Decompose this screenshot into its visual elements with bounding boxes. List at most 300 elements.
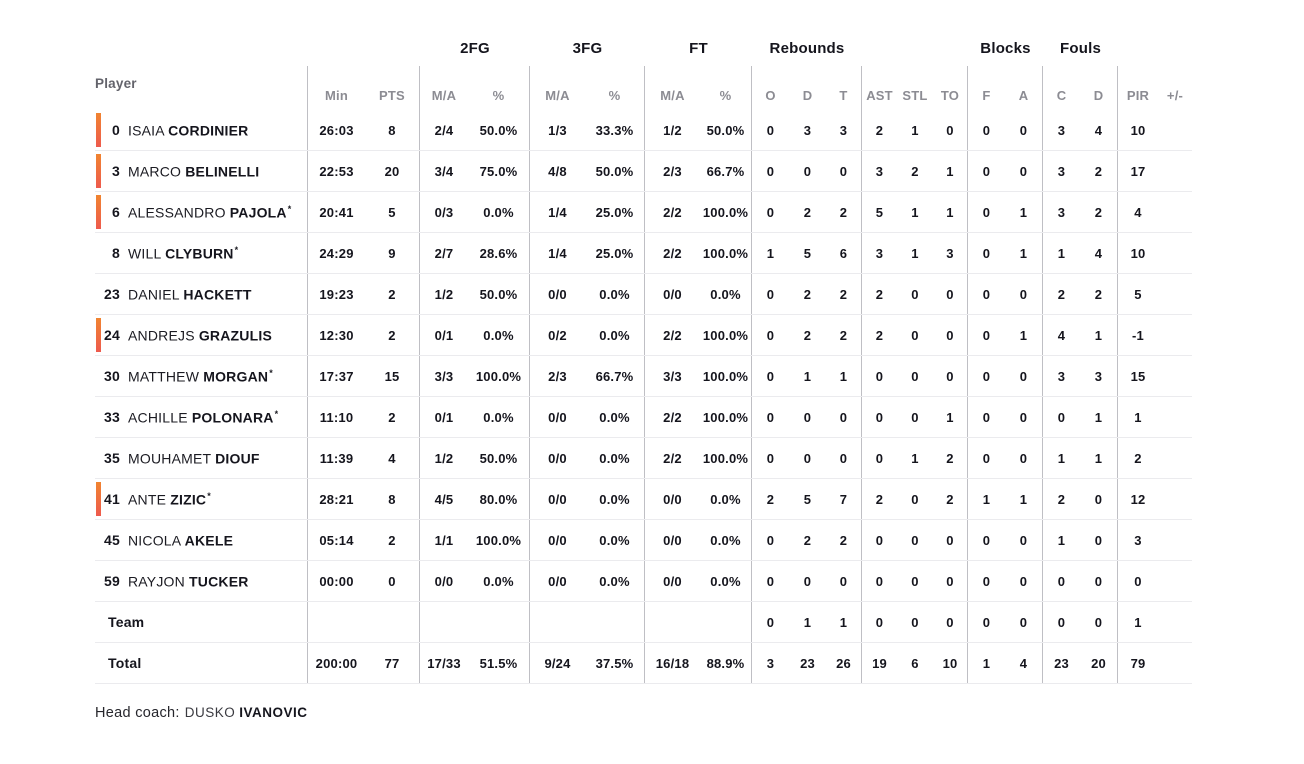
stat-fg3-pct: 25.0% [585,233,645,273]
stat-pir: 17 [1130,163,1146,179]
stat-blk-a: 0 [1005,151,1043,191]
stat-ft-ma: 0/0 [663,532,682,548]
stat-fg2-pct: 50.0% [468,110,530,150]
stat-reb-o: 0 [766,204,775,220]
stat-blk-a: 1 [1005,315,1043,355]
stat-fg3-ma: 0/0 [548,532,567,548]
stat-reb-t: 0 [826,151,862,191]
stat-foul-c: 0 [1057,614,1066,630]
stat-min: 05:14 [319,532,354,548]
player-row[interactable] [95,561,1192,602]
stat-blk-a: 0 [1005,561,1043,601]
column-header-reb-t: T [826,66,862,110]
stat-foul-c: 3 [1057,204,1066,220]
player-row[interactable] [95,274,1192,315]
player-name[interactable]: MATTHEW MORGAN* [128,367,273,385]
stat-fg2-pct: 100.0% [468,520,530,560]
stat-min: 200:00 [315,655,358,671]
stat-plusminus [1158,561,1192,601]
player-name[interactable]: ACHILLE POLONARA* [128,408,279,426]
team-row [95,602,1192,643]
stat-min: 12:30 [319,327,354,343]
stat-foul-d: 0 [1080,602,1118,642]
stat-fg3-pct [585,602,645,642]
stat-foul-c: 1 [1057,245,1066,261]
stat-reb-t: 1 [826,602,862,642]
stat-blk-a: 0 [1005,274,1043,314]
stat-ft-ma: 2/2 [663,204,682,220]
stat-pir: 4 [1134,204,1142,220]
stat-reb-d: 0 [803,573,812,589]
stat-ft-pct: 100.0% [700,233,752,273]
stat-foul-c: 0 [1057,409,1066,425]
stat-foul-d: 4 [1080,110,1118,150]
stat-fg2-pct: 80.0% [468,479,530,519]
stat-reb-d: 5 [803,491,812,507]
stat-to: 0 [933,110,968,150]
stat-pir: 0 [1134,573,1142,589]
player-cell [95,520,308,560]
on-court-indicator [96,318,101,352]
stat-reb-t: 7 [826,479,862,519]
stat-fg2-ma: 2/4 [434,122,454,138]
column-header-blk-f: F [982,88,991,103]
column-header-ft-pct: % [700,66,752,110]
stat-blk-f: 0 [982,245,991,261]
stat-plusminus [1158,397,1192,437]
stat-min: 24:29 [319,245,354,261]
player-cell [95,274,308,314]
stat-reb-t: 6 [826,233,862,273]
stat-min: 11:39 [319,450,354,466]
stat-ft-pct: 88.9% [700,643,752,683]
stat-reb-d: 0 [803,450,812,466]
stat-to: 1 [933,192,968,232]
stat-fg2-ma: 3/3 [434,368,454,384]
on-court-indicator [96,154,101,188]
stat-plusminus [1158,520,1192,560]
stat-pts: 8 [365,110,420,150]
stat-pts: 20 [365,151,420,191]
player-row[interactable] [95,315,1192,356]
table-body [95,110,1192,684]
stat-blk-f: 0 [982,286,991,302]
stat-foul-c: 23 [1054,655,1069,671]
stat-fg2-pct: 28.6% [468,233,530,273]
group-header-2fg: 2FG [460,40,490,57]
stat-fg2-ma: 0/1 [434,409,454,425]
stat-foul-d: 1 [1080,438,1118,478]
stat-min: 00:00 [319,573,354,589]
player-row[interactable] [95,520,1192,561]
stat-ast: 0 [875,450,884,466]
stat-reb-o: 0 [766,368,775,384]
stat-blk-a: 1 [1005,192,1043,232]
stat-ast: 0 [875,368,884,384]
player-row[interactable] [95,479,1192,520]
player-cell [95,356,308,396]
player-number: 8 [112,245,120,261]
column-header-player: Player [95,66,308,110]
stat-ast: 19 [872,655,887,671]
stat-reb-o: 0 [766,409,775,425]
stat-min: 22:53 [319,163,354,179]
column-header-pts: PTS [365,66,420,110]
group-header-spacer [862,40,968,66]
player-cell [95,561,308,601]
stat-stl: 1 [911,122,919,138]
group-header-rebounds: Rebounds [769,40,845,57]
stat-foul-d: 20 [1080,643,1118,683]
stat-ft-pct: 100.0% [700,438,752,478]
stat-fg2-ma: 1/2 [434,450,454,466]
stat-fg3-pct: 0.0% [585,315,645,355]
stat-reb-t: 0 [826,397,862,437]
stat-pts: 5 [365,192,420,232]
stat-fg3-ma: 0/0 [548,450,567,466]
stat-reb-d: 2 [803,204,812,220]
stat-blk-f: 0 [982,450,991,466]
stat-foul-c: 1 [1057,450,1066,466]
stat-reb-o: 0 [766,573,775,589]
player-name[interactable]: ISAIA CORDINIER [128,122,249,139]
stat-blk-f: 0 [982,368,991,384]
stat-fg3-pct: 0.0% [585,479,645,519]
stat-pir: 1 [1134,614,1142,630]
stat-to: 3 [933,233,968,273]
stat-stl: 0 [911,327,919,343]
row-label: Total [108,655,142,671]
player-name[interactable]: MOUHAMET DIOUF [128,450,260,467]
player-row[interactable] [95,110,1192,151]
stat-ft-pct: 66.7% [700,151,752,191]
stat-pts: 2 [365,397,420,437]
column-header-blk-a: A [1005,66,1043,110]
stat-fg2-ma: 0/0 [434,573,454,589]
stat-blk-f: 0 [982,614,991,630]
column-header-reb-d: D [802,88,813,103]
starter-mark: * [274,408,279,419]
head-coach-label: Head coach: [95,705,180,721]
stat-stl: 0 [911,532,919,548]
group-header-ft: FT [689,40,708,57]
stat-fg3-pct: 0.0% [585,561,645,601]
stat-ft-ma [645,602,700,642]
stat-fg2-pct: 100.0% [468,356,530,396]
player-number: 23 [104,286,120,302]
stat-ast: 0 [875,532,884,548]
stat-fg2-ma: 0/1 [434,327,454,343]
stat-fg2-pct: 50.0% [468,274,530,314]
stat-stl: 2 [911,163,919,179]
stat-blk-a: 1 [1005,233,1043,273]
stat-pir: 15 [1130,368,1146,384]
stat-reb-t: 3 [826,110,862,150]
stat-to: 1 [933,397,968,437]
stat-reb-t: 2 [826,315,862,355]
stat-blk-f: 0 [982,573,991,589]
stat-to: 2 [933,438,968,478]
player-number: 33 [104,409,120,425]
stat-reb-d: 5 [803,245,812,261]
player-row[interactable] [95,356,1192,397]
stat-plusminus [1158,356,1192,396]
player-number: 35 [104,450,120,466]
head-coach-first-name: DUSKO [184,705,236,720]
column-header-min: Min [325,88,348,103]
stat-reb-t: 26 [826,643,862,683]
stat-ft-ma: 2/2 [663,409,682,425]
stat-ast: 2 [875,491,884,507]
stat-blk-f: 0 [982,204,991,220]
player-number: 30 [104,368,120,384]
stat-foul-c: 2 [1057,286,1066,302]
stat-ft-ma: 0/0 [663,573,682,589]
stat-fg2-pct: 0.0% [468,315,530,355]
stat-foul-c: 2 [1057,491,1066,507]
stat-fg2-ma: 1/1 [434,532,454,548]
stat-reb-t: 1 [826,356,862,396]
stat-stl: 0 [911,286,919,302]
column-header-plusminus: +/- [1166,88,1184,103]
stat-ft-ma: 0/0 [663,491,682,507]
stat-foul-c: 3 [1057,368,1066,384]
group-header-fouls: Fouls [1060,40,1101,57]
player-row[interactable] [95,151,1192,192]
stat-ast: 2 [875,286,884,302]
player-cell [95,233,308,273]
stat-pir: 1 [1134,409,1142,425]
stat-reb-o: 2 [766,491,775,507]
player-cell [95,479,308,519]
stat-plusminus [1158,233,1192,273]
stat-reb-o: 0 [766,327,775,343]
stat-reb-t: 2 [826,192,862,232]
stat-pts: 9 [365,233,420,273]
stat-fg3-ma: 1/4 [548,245,567,261]
stat-to: 0 [933,356,968,396]
stat-blk-a: 0 [1005,356,1043,396]
column-header-ast: AST [866,88,893,103]
stat-foul-d: 0 [1080,479,1118,519]
stat-fg2-pct: 51.5% [468,643,530,683]
stat-reb-t: 2 [826,520,862,560]
stat-plusminus [1158,151,1192,191]
stat-blk-f: 1 [982,491,991,507]
stat-blk-a: 0 [1005,602,1043,642]
stat-stl: 1 [911,204,919,220]
player-number: 3 [112,163,120,179]
player-row[interactable] [95,233,1192,274]
stat-reb-o: 0 [766,163,775,179]
stat-plusminus [1158,602,1192,642]
column-header-to: TO [933,66,968,110]
stat-pir: 3 [1134,532,1142,548]
stat-reb-o: 0 [766,286,775,302]
starter-mark: * [234,244,239,255]
player-name[interactable]: ANTE ZIZIC* [128,490,211,508]
stat-plusminus [1158,192,1192,232]
stat-fg2-pct: 50.0% [468,438,530,478]
stat-pts: 2 [365,520,420,560]
stat-foul-c: 3 [1057,163,1066,179]
stat-fg3-pct: 33.3% [585,110,645,150]
stat-foul-d: 4 [1080,233,1118,273]
stat-plusminus [1158,315,1192,355]
stat-blk-a: 0 [1005,520,1043,560]
stat-ft-pct: 100.0% [700,397,752,437]
stat-ast: 2 [875,327,884,343]
stat-reb-d: 0 [803,409,812,425]
player-cell [95,151,308,191]
stat-foul-c: 4 [1057,327,1066,343]
stat-fg3-pct: 66.7% [585,356,645,396]
player-cell [95,438,308,478]
column-header-2fg-pct: % [468,66,530,110]
stat-ft-ma: 2/2 [663,450,682,466]
stat-to: 0 [933,315,968,355]
stat-ft-pct: 100.0% [700,192,752,232]
stat-ast: 3 [875,163,884,179]
stat-to: 0 [933,520,968,560]
column-header-reb-o: O [765,88,776,103]
player-cell [95,643,308,683]
stat-to: 10 [933,643,968,683]
stat-fg2-ma: 2/7 [434,245,454,261]
row-label: Team [108,614,145,630]
stat-fg3-ma: 0/0 [548,491,567,507]
stat-ast: 5 [875,204,884,220]
head-coach-last-name: IVANOVIC [239,705,308,720]
column-header-2fg-ma: M/A [431,88,457,103]
player-name[interactable]: DANIEL HACKETT [128,286,252,303]
stat-foul-d: 2 [1080,151,1118,191]
stat-fg2-ma: 1/2 [434,286,454,302]
group-header-spacer [1118,40,1192,66]
stat-to: 0 [933,561,968,601]
stat-to: 0 [933,274,968,314]
stat-ft-pct: 50.0% [700,110,752,150]
stat-min: 20:41 [319,204,354,220]
head-coach [95,705,308,721]
stat-to: 2 [933,479,968,519]
stat-reb-d: 2 [803,286,812,302]
player-cell [95,602,308,642]
player-name[interactable]: RAYJON TUCKER [128,573,249,590]
stat-fg2-pct: 0.0% [468,561,530,601]
stat-fg2-pct: 75.0% [468,151,530,191]
starter-mark: * [287,203,292,214]
stat-plusminus [1158,274,1192,314]
on-court-indicator [96,113,101,147]
column-header-pir: PIR [1126,88,1150,103]
stat-min: 19:23 [319,286,354,302]
stat-stl: 6 [911,655,919,671]
player-number: 0 [112,122,120,138]
stat-foul-d: 0 [1080,561,1118,601]
column-header-foul-c: C [1056,88,1067,103]
stat-fg3-ma: 0/0 [548,286,567,302]
stat-foul-d: 2 [1080,274,1118,314]
group-header-3fg: 3FG [572,40,603,57]
stat-ft-ma: 2/2 [663,245,682,261]
stat-min [308,602,365,642]
stat-fg3-ma: 9/24 [544,655,571,671]
stat-blk-f: 0 [982,327,991,343]
player-name[interactable]: NICOLA AKELE [128,532,234,549]
stat-fg3-ma: 2/3 [548,368,567,384]
stat-ft-ma: 1/2 [663,122,682,138]
stat-pts: 4 [365,438,420,478]
player-name[interactable]: ALESSANDRO PAJOLA* [128,203,292,221]
stat-pir: 10 [1130,122,1146,138]
stat-fg3-pct: 25.0% [585,192,645,232]
player-number: 59 [104,573,120,589]
player-cell [95,315,308,355]
stat-ast: 0 [875,409,884,425]
stat-fg2-ma: 4/5 [434,491,454,507]
starter-mark: * [207,490,211,501]
group-header-spacer [308,40,420,66]
stat-plusminus [1158,643,1192,683]
stat-fg3-ma: 1/3 [548,122,567,138]
stat-fg2-ma: 3/4 [434,163,454,179]
stat-foul-c: 1 [1057,532,1066,548]
stat-stl: 0 [911,368,919,384]
stat-reb-o: 0 [766,532,775,548]
stat-pir: 5 [1134,286,1142,302]
stat-pir: 2 [1134,450,1142,466]
stat-pir: 79 [1130,655,1146,671]
stat-ast: 3 [875,245,884,261]
player-name[interactable]: WILL CLYBURN* [128,244,239,262]
stat-pts: 2 [365,274,420,314]
stat-ft-pct [700,602,752,642]
stat-ft-ma: 0/0 [663,286,682,302]
stat-foul-d: 2 [1080,192,1118,232]
stat-ft-pct: 0.0% [700,274,752,314]
player-cell [95,192,308,232]
stat-blk-f: 0 [982,409,991,425]
stat-ast: 2 [875,122,884,138]
player-row[interactable] [95,438,1192,479]
stat-to: 0 [933,602,968,642]
player-name[interactable]: MARCO BELINELLI [128,163,260,180]
stat-reb-o: 3 [766,655,775,671]
player-name[interactable]: ANDREJS GRAZULIS [128,327,272,344]
stat-min: 26:03 [319,122,354,138]
stat-pir: 12 [1130,491,1146,507]
stat-pts: 2 [365,315,420,355]
stat-blk-f: 0 [982,163,991,179]
stat-reb-o: 0 [766,122,775,138]
stat-ft-ma: 3/3 [663,368,682,384]
column-header-stl: STL [902,88,928,103]
stat-min: 11:10 [319,409,354,425]
stat-fg3-ma: 4/8 [548,163,567,179]
column-header-row [95,66,1192,110]
stat-reb-d: 3 [803,122,812,138]
stat-fg3-pct: 0.0% [585,520,645,560]
boxscore-table [95,40,1192,684]
column-header-foul-d: D [1080,66,1118,110]
player-row[interactable] [95,192,1192,233]
stat-reb-t: 0 [826,438,862,478]
stat-reb-d: 23 [800,655,815,671]
column-header-ft-ma: M/A [660,88,685,103]
player-row[interactable] [95,397,1192,438]
stat-blk-f: 1 [982,655,991,671]
